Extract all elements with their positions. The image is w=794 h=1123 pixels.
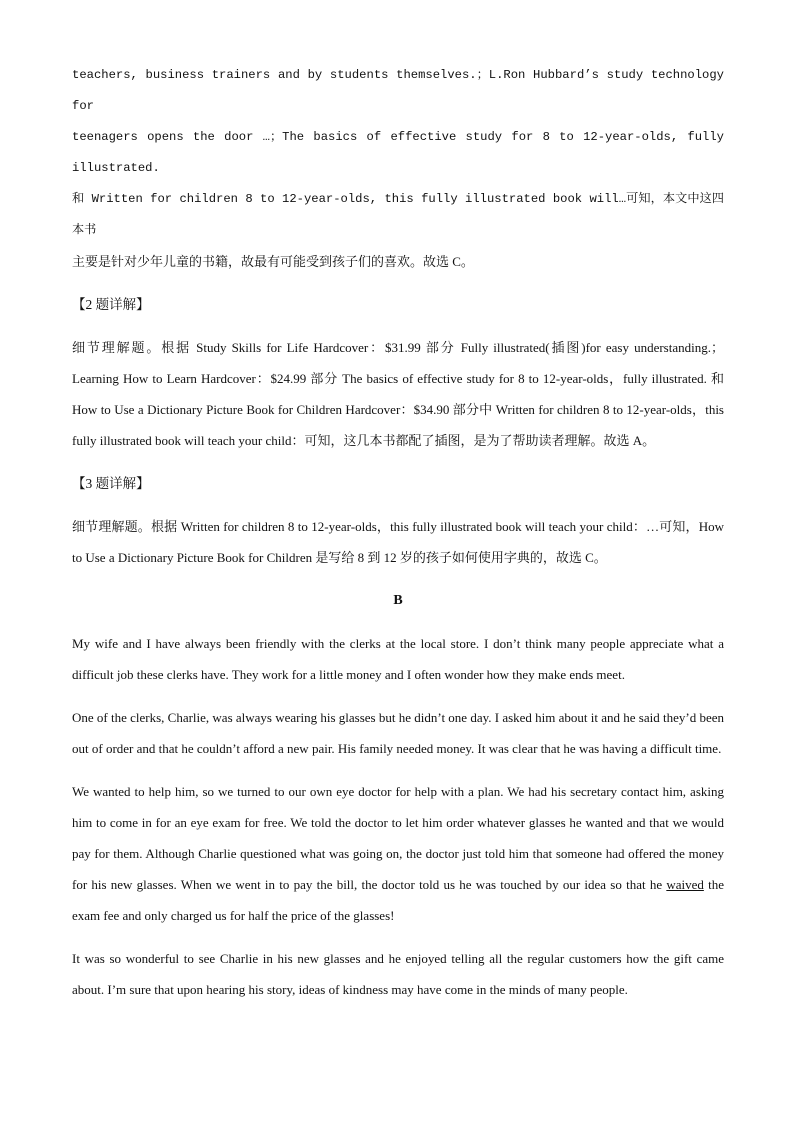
intro-line-4: 主要是针对少年儿童的书籍，故最有可能受到孩子们的喜欢。故选 C。 <box>72 254 474 269</box>
intro-line-1: teachers, business trainers and by students themselves.；L.Ron Hubbard’s study technology for <box>72 68 724 113</box>
q3-heading: 【3 题详解】 <box>72 476 150 491</box>
intro-line-2: teenagers opens the door …；The basics of effective study for 8 to 12-year-olds, fully illustrated. <box>72 130 724 175</box>
q2-heading: 【2 题详解】 <box>72 297 150 312</box>
paragraph-3-text-after: the exam fee and only charged us for half the price of the glasses! <box>72 877 724 923</box>
document-page <box>72 60 724 1005</box>
q2-explanation: 细节理解题。根据 Study Skills for Life Hardcover：$31.99 部分 Fully illustrated(插图)for easy understanding.； Learning How to Learn Hardcover：$24.99 部分 The basics of effective study for 8 to 12-year-olds，fully illustrated. 和 How to Use a Dictionary Picture Book for Children Hardcover：$34.90 部分中 Written for children 8 to 12-year-olds，this fully illustrated book will teach your child：可知，这几本书都配了插图，是为了帮助读者理解。故选 A。 <box>72 340 724 448</box>
q3-explanation: 细节理解题。根据 Written for children 8 to 12-year-olds，this fully illustrated book will teach your child：…可知，How to Use a Dictionary Picture Book for Children 是写给 8 到 12 岁的孩子如何使用字典的，故选 C。 <box>72 519 724 565</box>
underlined-word-waived: waived <box>666 877 704 892</box>
passage-b-title: B <box>393 593 403 608</box>
intro-line-3: 和 Written for children 8 to 12-year-olds, this fully illustrated book will…可知，本文中这四本书 <box>72 192 724 237</box>
passage-b-paragraph-3 <box>72 776 724 931</box>
passage-b-paragraph-1: My wife and I have always been friendly with the clerks at the local store. I don’t think many people appreciate what a difficult job these clerks have. They work for a little money and I often wonder how they make ends meet. <box>72 636 724 682</box>
paragraph-3-text-before: We wanted to help him, so we turned to our own eye doctor for help with a plan. We had his secretary contact him, asking him to come in for an eye exam for free. We told the doctor to let him order whatever glasses he wanted and that we would pay for them. Although Charlie questioned what was going on, the doctor just told him that someone had offered the money for his new glasses. When we went in to pay the bill, the doctor told us he was touched by our idea so that he <box>72 784 724 892</box>
passage-b-paragraph-2: One of the clerks, Charlie, was always wearing his glasses but he didn’t one day. I asked him about it and he said they’d been out of order and that he couldn’t afford a new pair. His family needed money. It was clear that he was having a difficult time. <box>72 710 724 756</box>
passage-b-paragraph-4: It was so wonderful to see Charlie in his new glasses and he enjoyed telling all the regular customers how the gift came about. I’m sure that upon hearing his story, ideas of kindness may have come in the minds of many people. <box>72 951 724 997</box>
